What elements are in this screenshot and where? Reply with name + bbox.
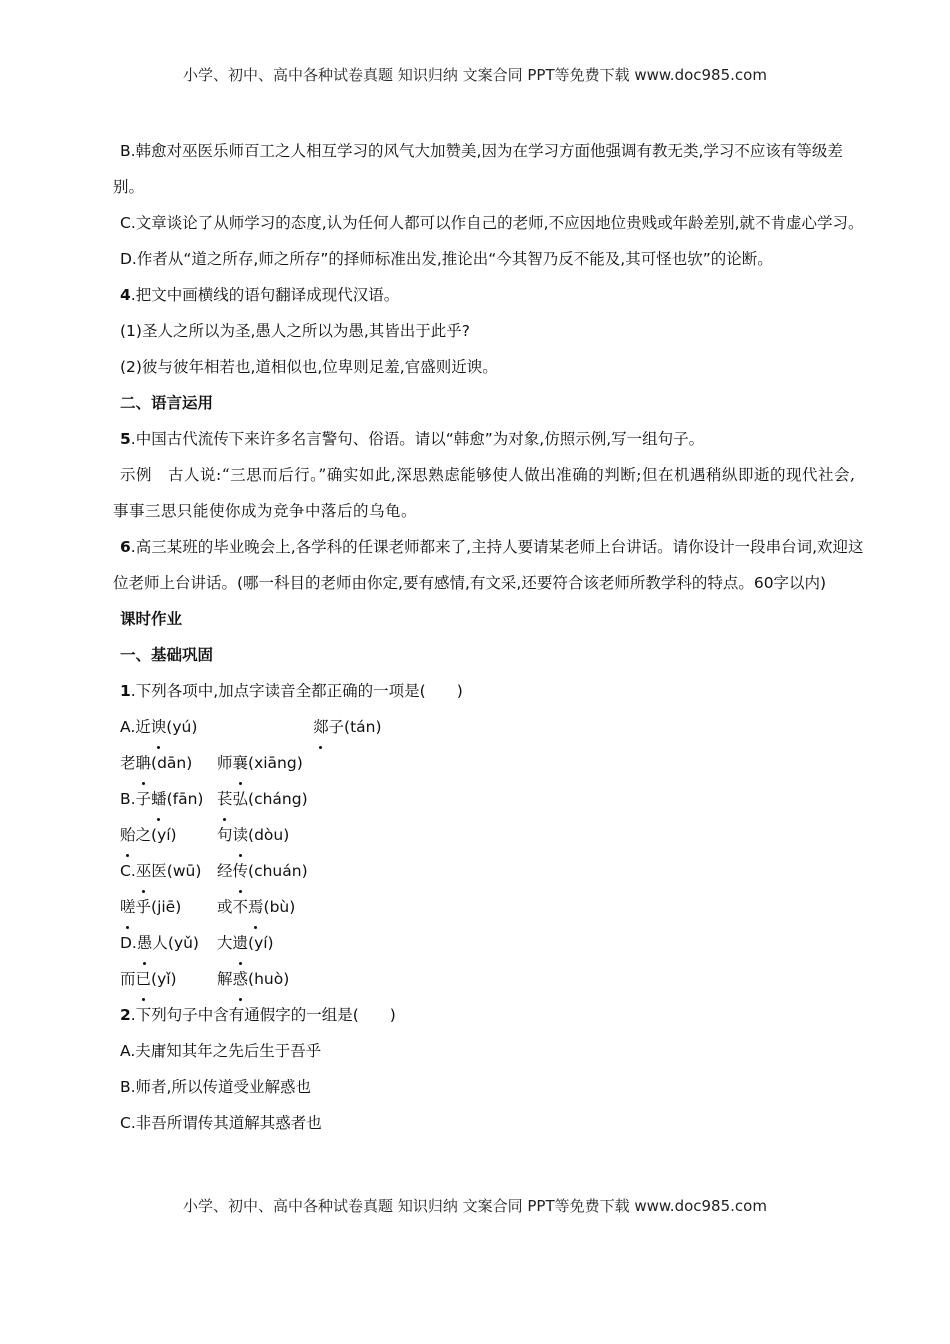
dotted-character: 已 [136, 961, 152, 997]
pinyin-item [120, 889, 217, 925]
question-number: 2 [120, 1006, 131, 1024]
pinyin-item [217, 961, 314, 997]
dotted-character: 苌 [217, 781, 233, 817]
pinyin-text-pre: 而 [120, 970, 136, 988]
paragraph-text: B.韩愈对巫医乐师百工之人相互学习的风气大加赞美,因为在学习方面他强调有教无类,学习不应该有等级差别。 [113, 142, 843, 196]
section-heading [113, 601, 865, 637]
pinyin-item [120, 853, 217, 889]
dotted-character: 巫 [136, 853, 152, 889]
pinyin-text-post: 乎(jiē) [135, 898, 182, 916]
paragraph-text: C.非吾所谓传其道解其惑者也 [120, 1114, 322, 1132]
pinyin-item [217, 925, 314, 961]
pinyin-text-post: (dān) [151, 754, 193, 772]
pinyin-text-post: (dòu) [248, 826, 290, 844]
paragraph [113, 205, 865, 241]
pinyin-text-pre: 或不 [217, 898, 249, 916]
paragraph-text: A.夫庸知其年之先后生于吾乎 [120, 1042, 322, 1060]
paragraph [113, 1105, 865, 1141]
dotted-character: 襄 [233, 745, 249, 781]
paragraph [113, 313, 865, 349]
heading-text: 二、语言运用 [120, 394, 214, 412]
dotted-character: 愚 [137, 925, 153, 961]
pinyin-text-pre: 老 [120, 754, 136, 772]
pinyin-option-row [113, 709, 865, 745]
paragraph [113, 349, 865, 385]
paragraph-text: .中国古代流传下来许多名言警句、俗语。请以“韩愈”为对象,仿照示例,写一组句子。 [130, 430, 705, 448]
paragraph [113, 673, 865, 709]
page-header-banner: 小学、初中、高中各种试卷真题 知识归纳 文案合同 PPT等免费下载 www.doc985.com [183, 66, 767, 84]
dotted-character: 传 [233, 853, 249, 889]
paragraph [113, 277, 865, 313]
dotted-character: 贻 [120, 817, 136, 853]
pinyin-option-row [113, 817, 865, 853]
paragraph [113, 421, 865, 457]
dotted-character: 嗟 [120, 889, 136, 925]
paragraph [113, 1069, 865, 1105]
paragraph-text: .把文中画横线的语句翻译成现代汉语。 [130, 286, 400, 304]
pinyin-option-row [113, 781, 865, 817]
pinyin-item [120, 709, 313, 745]
paragraph [113, 997, 865, 1033]
pinyin-item [217, 853, 314, 889]
pinyin-text-post: 弘(cháng) [232, 790, 308, 808]
pinyin-text-pre: C. [120, 862, 136, 880]
pinyin-item [120, 925, 217, 961]
question-number: 5 [120, 430, 131, 448]
pinyin-item [313, 709, 410, 745]
paragraph [113, 457, 865, 529]
pinyin-item [120, 745, 217, 781]
paragraph-text: .下列各项中,加点字读音全都正确的一项是( ) [130, 682, 463, 700]
pinyin-text-pre: A.近 [120, 718, 151, 736]
paragraph [113, 133, 865, 205]
paragraph-text: .高三某班的毕业晚会上,各学科的任课老师都来了,主持人要请某老师上台讲话。请你设计一段串台词,欢迎这位老师上台讲话。(哪一科目的老师由你定,要有感情,有文采,还要符合该老师所教学科的特点。60字以内) [113, 538, 864, 592]
pinyin-option-row [113, 925, 865, 961]
paragraph-text: (1)圣人之所以为圣,愚人之所以为愚,其皆出于此乎? [120, 322, 471, 340]
pinyin-text-post: 之(yí) [135, 826, 177, 844]
paragraph-text: D.作者从“道之所存,师之所存”的择师标准出发,推论出“今其智乃反不能及,其可怪也欤”的论断。 [120, 250, 773, 268]
paragraph [113, 529, 865, 601]
pinyin-text-post: 子(tán) [328, 718, 382, 736]
dotted-character: 读 [233, 817, 249, 853]
pinyin-text-pre: 大 [217, 934, 233, 952]
pinyin-text-post: 人(yǔ) [152, 934, 199, 952]
dotted-character: 蟠 [151, 781, 167, 817]
pinyin-text-pre: 经 [217, 862, 233, 880]
pinyin-text-pre: D. [120, 934, 137, 952]
dotted-character: 郯 [313, 709, 329, 745]
pinyin-option-row [113, 961, 865, 997]
heading-text: 课时作业 [120, 610, 183, 628]
pinyin-option-row [113, 889, 865, 925]
pinyin-text-post: (xiāng) [248, 754, 303, 772]
pinyin-item [217, 781, 314, 817]
heading-text: 一、基础巩固 [120, 646, 214, 664]
pinyin-text-pre: 解 [217, 970, 233, 988]
pinyin-text-post: (yí) [248, 934, 274, 952]
question-number: 1 [120, 682, 131, 700]
pinyin-option-row [113, 853, 865, 889]
pinyin-text-post: (fān) [166, 790, 204, 808]
dotted-character: 惑 [233, 961, 249, 997]
page-footer-banner: 小学、初中、高中各种试卷真题 知识归纳 文案合同 PPT等免费下载 www.doc985.com [183, 1197, 767, 1215]
pinyin-item [120, 781, 217, 817]
section-heading [113, 385, 865, 421]
paragraph [113, 1033, 865, 1069]
dotted-character: 焉 [248, 889, 264, 925]
pinyin-text-post: (chuán) [248, 862, 308, 880]
paragraph [113, 241, 865, 277]
dotted-character: 聃 [136, 745, 152, 781]
pinyin-text-pre: 句 [217, 826, 233, 844]
pinyin-item [120, 961, 217, 997]
pinyin-item [217, 745, 314, 781]
pinyin-text-post: (huò) [248, 970, 290, 988]
pinyin-item [120, 817, 217, 853]
paragraph-text: C.文章谈论了从师学习的态度,认为任何人都可以作自己的老师,不应因地位贵贱或年龄差别,就不肯虚心学习。 [120, 214, 864, 232]
pinyin-text-post: (bù) [263, 898, 296, 916]
pinyin-text-pre: 师 [217, 754, 233, 772]
dotted-character: 谀 [151, 709, 167, 745]
paragraph-text: 示例 古人说:“三思而后行。”确实如此,深思熟虑能够使人做出准确的判断;但在机遇稍纵即逝的现代社会,事事三思只能使你成为竞争中落后的乌龟。 [113, 466, 856, 520]
document-body [113, 133, 865, 1141]
pinyin-text-post: (yǐ) [151, 970, 177, 988]
pinyin-item [217, 889, 314, 925]
paragraph-text: (2)彼与彼年相若也,道相似也,位卑则足羞,官盛则近谀。 [120, 358, 498, 376]
paragraph-text: .下列句子中含有通假字的一组是( ) [130, 1006, 396, 1024]
section-heading [113, 637, 865, 673]
dotted-character: 遗 [233, 925, 249, 961]
paragraph-text: B.师者,所以传道受业解惑也 [120, 1078, 311, 1096]
pinyin-option-row [113, 745, 865, 781]
pinyin-text-post: 医(wū) [151, 862, 202, 880]
question-number: 6 [120, 538, 131, 556]
pinyin-text-post: (yú) [166, 718, 198, 736]
question-number: 4 [120, 286, 131, 304]
pinyin-item [217, 817, 314, 853]
pinyin-text-pre: B.子 [120, 790, 152, 808]
